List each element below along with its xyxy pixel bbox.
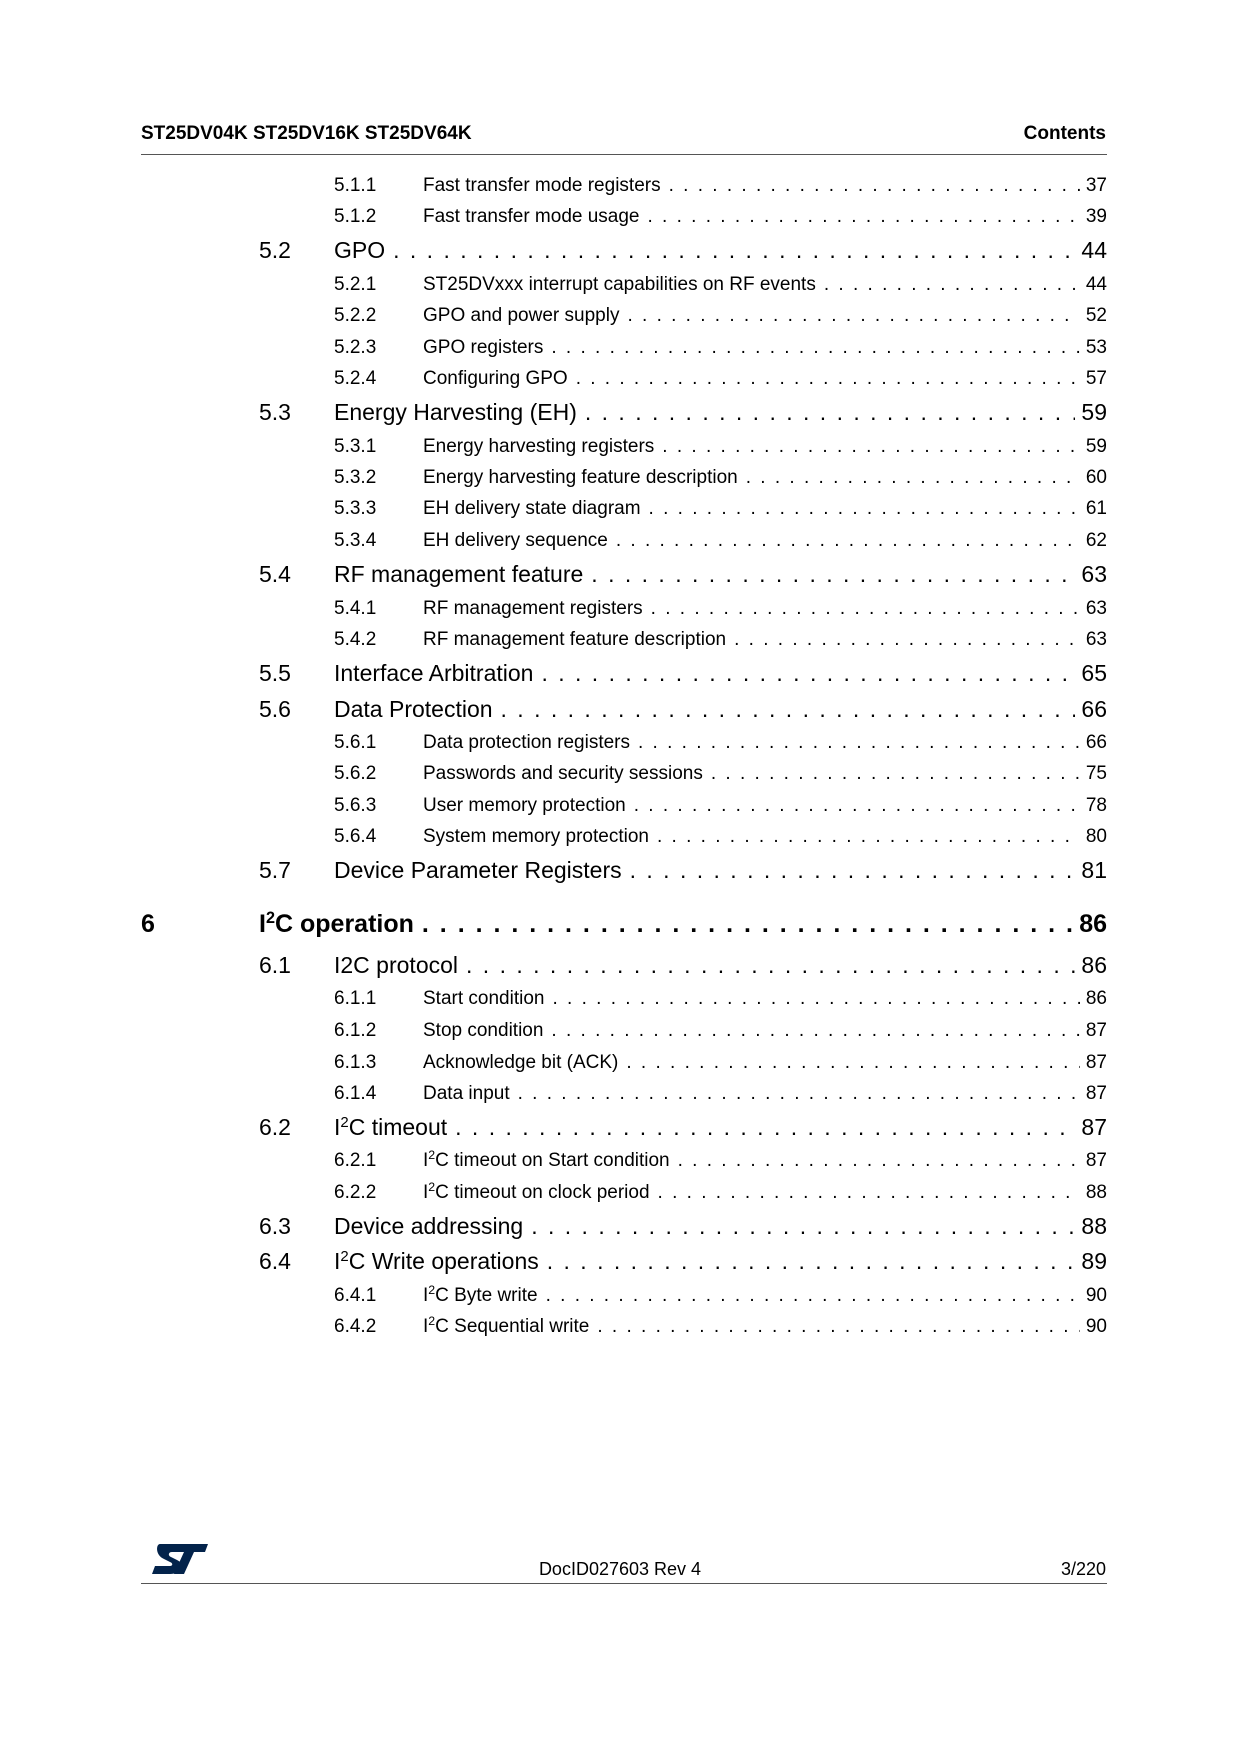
toc-entry-page: 63 bbox=[1085, 598, 1107, 619]
toc-entry-5-2-4[interactable] bbox=[0, 368, 1107, 392]
toc-entry-6-1[interactable] bbox=[0, 952, 1107, 980]
toc-entry-6-1-4[interactable] bbox=[0, 1083, 1107, 1107]
toc-entry-title: ST25DVxxx interrupt capabilities on RF events bbox=[423, 274, 816, 295]
dot-leader bbox=[541, 660, 1075, 687]
dot-leader bbox=[711, 763, 1080, 785]
toc-entry-title bbox=[423, 1285, 546, 1307]
toc-entry-page: 44 bbox=[1081, 237, 1107, 263]
toc-entry-5-3[interactable] bbox=[0, 399, 1107, 427]
toc-entry-number: 5.6 bbox=[259, 696, 291, 722]
toc-entry-number: 5.6.2 bbox=[334, 763, 377, 784]
toc-entry-page: 87 bbox=[1085, 1052, 1107, 1073]
dot-leader bbox=[662, 436, 1080, 458]
dot-leader bbox=[466, 952, 1075, 979]
toc-entry-title: EH delivery state diagram bbox=[423, 498, 641, 519]
dot-leader bbox=[630, 857, 1076, 884]
dot-leader bbox=[547, 1248, 1076, 1275]
footer-doc-id: DocID027603 Rev 4 bbox=[538, 1559, 702, 1579]
toc-entry-5-1-1[interactable] bbox=[0, 175, 1107, 199]
toc-entry-number: 5.3.4 bbox=[334, 530, 377, 551]
toc-entry-5-4-1[interactable] bbox=[0, 598, 1107, 622]
toc-entry-number: 5.2.2 bbox=[334, 305, 377, 326]
toc-entry-5-2-1[interactable] bbox=[0, 274, 1107, 298]
toc-title-prefix: I bbox=[259, 910, 266, 938]
toc-entry-5-2[interactable] bbox=[0, 237, 1107, 265]
toc-entry-title: RF management registers bbox=[423, 598, 643, 619]
toc-entry-title: GPO and power supply bbox=[423, 305, 620, 326]
dot-leader bbox=[531, 1213, 1075, 1240]
toc-entry-page: 66 bbox=[1081, 696, 1107, 722]
dot-leader bbox=[576, 368, 1080, 390]
dot-leader bbox=[824, 274, 1080, 296]
toc-entry-title: Device addressing bbox=[334, 1213, 524, 1239]
toc-entry-number: 5.4 bbox=[259, 561, 291, 587]
toc-entry-5-4[interactable] bbox=[0, 561, 1107, 589]
toc-entry-number: 5.6.1 bbox=[334, 732, 377, 753]
toc-title-suffix: C Sequential write bbox=[435, 1316, 590, 1337]
toc-entry-6[interactable] bbox=[0, 910, 1107, 942]
toc-entry-number: 6.4.1 bbox=[334, 1285, 377, 1306]
toc-entry-number: 6.1.4 bbox=[334, 1083, 377, 1104]
dot-leader bbox=[657, 826, 1080, 848]
dot-leader bbox=[455, 1114, 1075, 1141]
toc-entry-title: Data input bbox=[423, 1083, 510, 1104]
toc-entry-page: 60 bbox=[1085, 467, 1107, 488]
toc-entry-title: Energy harvesting registers bbox=[423, 436, 655, 457]
toc-entry-number: 5.1.2 bbox=[334, 206, 377, 227]
toc-entry-number: 6.4.2 bbox=[334, 1316, 377, 1337]
toc-entry-page: 53 bbox=[1085, 337, 1107, 358]
toc-entry-number: 6.1.3 bbox=[334, 1052, 377, 1073]
toc-entry-5-6-2[interactable] bbox=[0, 763, 1107, 787]
toc-entry-5-1-2[interactable] bbox=[0, 206, 1107, 230]
toc-entry-5-6-4[interactable] bbox=[0, 826, 1107, 850]
toc-entry-page: 86 bbox=[1079, 910, 1107, 938]
toc-entry-5-3-4[interactable] bbox=[0, 530, 1107, 554]
toc-entry-number: 5.7 bbox=[259, 857, 291, 883]
toc-entry-title: Device Parameter Registers bbox=[334, 857, 622, 883]
toc-entry-number: 5.2.4 bbox=[334, 368, 377, 389]
toc-entry-number: 6.2.2 bbox=[334, 1182, 377, 1203]
toc-title-suffix: C timeout on Start condition bbox=[435, 1150, 670, 1171]
toc-entry-number: 6.3 bbox=[259, 1213, 291, 1239]
toc-entry-6-1-3[interactable] bbox=[0, 1052, 1107, 1076]
toc-entry-title: RF management feature bbox=[334, 561, 584, 587]
toc-entry-title: Acknowledge bit (ACK) bbox=[423, 1052, 619, 1073]
toc-entry-5-3-2[interactable] bbox=[0, 467, 1107, 491]
dot-leader bbox=[422, 910, 1073, 939]
dot-leader bbox=[597, 1316, 1080, 1338]
toc-entry-6-4-1[interactable] bbox=[0, 1285, 1107, 1309]
toc-entry-page: 57 bbox=[1085, 368, 1107, 389]
toc-entry-6-1-2[interactable] bbox=[0, 1020, 1107, 1044]
toc-entry-number: 6.1.2 bbox=[334, 1020, 377, 1041]
toc-entry-5-4-2[interactable] bbox=[0, 629, 1107, 653]
toc-entry-6-2[interactable] bbox=[0, 1114, 1107, 1142]
toc-entry-number: 5.3.1 bbox=[334, 436, 377, 457]
toc-entry-title: Energy harvesting feature description bbox=[423, 467, 738, 488]
toc-title-superscript: 2 bbox=[428, 1148, 436, 1163]
dot-leader bbox=[658, 1182, 1080, 1204]
toc-entry-title bbox=[334, 1114, 455, 1141]
toc-entry-page: 63 bbox=[1081, 561, 1107, 587]
toc-entry-number: 5.3.3 bbox=[334, 498, 377, 519]
dot-leader bbox=[518, 1083, 1080, 1105]
dot-leader bbox=[648, 206, 1080, 228]
dot-leader bbox=[638, 732, 1080, 754]
toc-entry-title: Passwords and security sessions bbox=[423, 763, 703, 784]
dot-leader bbox=[626, 1052, 1079, 1074]
toc-entry-title: EH delivery sequence bbox=[423, 530, 608, 551]
dot-leader bbox=[734, 629, 1080, 651]
toc-entry-page: 89 bbox=[1081, 1248, 1107, 1274]
toc-title-prefix: I bbox=[334, 1114, 341, 1140]
dot-leader bbox=[393, 237, 1075, 264]
header-section-title: Contents bbox=[1023, 123, 1106, 144]
toc-entry-title: RF management feature description bbox=[423, 629, 727, 650]
dot-leader bbox=[634, 795, 1080, 817]
toc-entry-page: 37 bbox=[1085, 175, 1107, 196]
toc-entry-title bbox=[259, 910, 422, 939]
toc-title-superscript: 2 bbox=[265, 909, 275, 928]
toc-entry-page: 87 bbox=[1085, 1020, 1107, 1041]
toc-entry-title: Start condition bbox=[423, 988, 545, 1009]
dot-leader bbox=[551, 337, 1079, 359]
toc-title-suffix: C Byte write bbox=[435, 1285, 538, 1306]
toc-entry-number: 5.5 bbox=[259, 660, 291, 686]
dot-leader bbox=[627, 305, 1079, 327]
toc-entry-number: 6.1.1 bbox=[334, 988, 377, 1009]
toc-entry-number: 5.2.1 bbox=[334, 274, 377, 295]
toc-entry-number: 6 bbox=[141, 910, 155, 938]
toc-entry-number: 6.1 bbox=[259, 952, 291, 978]
toc-title-superscript: 2 bbox=[428, 1283, 436, 1298]
dot-leader bbox=[591, 561, 1075, 588]
dot-leader bbox=[501, 696, 1076, 723]
toc-entry-number: 5.2 bbox=[259, 237, 291, 263]
toc-entry-5-6-3[interactable] bbox=[0, 795, 1107, 819]
toc-title-superscript: 2 bbox=[340, 1113, 349, 1131]
toc-entry-number: 5.3.2 bbox=[334, 467, 377, 488]
toc-entry-5-3-3[interactable] bbox=[0, 498, 1107, 522]
toc-entry-5-6[interactable] bbox=[0, 696, 1107, 724]
toc-entry-page: 88 bbox=[1081, 1213, 1107, 1239]
footer-page-number: 3/220 bbox=[1060, 1559, 1106, 1579]
toc-entry-title bbox=[423, 1182, 658, 1204]
dot-leader bbox=[746, 467, 1080, 489]
toc-entry-number: 5.1.1 bbox=[334, 175, 377, 196]
toc-entry-page: 86 bbox=[1081, 952, 1107, 978]
toc-entry-title: GPO bbox=[334, 237, 386, 263]
toc-title-superscript: 2 bbox=[428, 1314, 436, 1329]
toc-entry-5-2-2[interactable] bbox=[0, 305, 1107, 329]
toc-entry-number: 5.6.3 bbox=[334, 795, 377, 816]
dot-leader bbox=[551, 1020, 1079, 1042]
toc-title-suffix: C timeout on clock period bbox=[435, 1182, 650, 1203]
toc-entry-page: 88 bbox=[1085, 1182, 1107, 1203]
toc-entry-page: 87 bbox=[1085, 1083, 1107, 1104]
toc-entry-page: 87 bbox=[1081, 1114, 1107, 1140]
toc-entry-page: 90 bbox=[1085, 1316, 1107, 1337]
toc-entry-title bbox=[334, 1248, 547, 1275]
toc-title-prefix: I bbox=[423, 1150, 429, 1171]
toc-entry-title: Fast transfer mode usage bbox=[423, 206, 640, 227]
toc-entry-title: System memory protection bbox=[423, 826, 649, 847]
toc-title-prefix: I bbox=[334, 1248, 341, 1274]
toc-title-suffix: C timeout bbox=[348, 1114, 448, 1140]
toc-entry-page: 87 bbox=[1085, 1150, 1107, 1171]
toc-entry-page: 81 bbox=[1081, 857, 1107, 883]
toc-entry-page: 80 bbox=[1085, 826, 1107, 847]
toc-entry-page: 39 bbox=[1085, 206, 1107, 227]
toc-entry-number: 6.4 bbox=[259, 1248, 291, 1274]
header-divider bbox=[141, 154, 1107, 155]
toc-entry-page: 44 bbox=[1085, 274, 1107, 295]
toc-entry-number: 5.4.2 bbox=[334, 629, 377, 650]
toc-entry-5-7[interactable] bbox=[0, 857, 1107, 885]
toc-entry-number: 6.2.1 bbox=[334, 1150, 377, 1171]
dot-leader bbox=[669, 175, 1080, 197]
footer-divider bbox=[141, 1583, 1107, 1584]
toc-entry-title: I2C protocol bbox=[334, 952, 459, 978]
toc-entry-number: 5.6.4 bbox=[334, 826, 377, 847]
toc-entry-5-3-1[interactable] bbox=[0, 436, 1107, 460]
toc-entry-number: 5.3 bbox=[259, 399, 291, 425]
toc-entry-page: 59 bbox=[1085, 436, 1107, 457]
toc-entry-page: 75 bbox=[1085, 763, 1107, 784]
dot-leader bbox=[678, 1150, 1080, 1172]
dot-leader bbox=[616, 530, 1080, 552]
toc-title-superscript: 2 bbox=[428, 1180, 436, 1195]
toc-entry-page: 61 bbox=[1085, 498, 1107, 519]
toc-entry-title: Interface Arbitration bbox=[334, 660, 534, 686]
toc-title-prefix: I bbox=[423, 1316, 429, 1337]
toc-entry-page: 63 bbox=[1085, 629, 1107, 650]
dot-leader bbox=[649, 498, 1080, 520]
toc-entry-6-2-1[interactable] bbox=[0, 1150, 1107, 1174]
toc-title-prefix: I bbox=[423, 1285, 429, 1306]
toc-entry-page: 65 bbox=[1081, 660, 1107, 686]
toc-entry-number: 6.2 bbox=[259, 1114, 291, 1140]
toc-entry-6-4-2[interactable] bbox=[0, 1316, 1107, 1340]
toc-entry-6-3[interactable] bbox=[0, 1213, 1107, 1241]
toc-entry-page: 66 bbox=[1085, 732, 1107, 753]
toc-entry-title: Data Protection bbox=[334, 696, 493, 722]
toc-entry-title bbox=[423, 1316, 597, 1338]
toc-title-suffix: C operation bbox=[275, 910, 414, 938]
toc-title-superscript: 2 bbox=[340, 1247, 349, 1265]
toc-entry-title bbox=[423, 1150, 678, 1172]
toc-entry-page: 52 bbox=[1085, 305, 1107, 326]
toc-entry-title: GPO registers bbox=[423, 337, 544, 358]
toc-entry-5-2-3[interactable] bbox=[0, 337, 1107, 361]
toc-entry-6-4[interactable] bbox=[0, 1248, 1107, 1276]
dot-leader bbox=[651, 598, 1080, 620]
dot-leader bbox=[585, 399, 1076, 426]
toc-entry-title: Fast transfer mode registers bbox=[423, 175, 661, 196]
toc-entry-number: 5.4.1 bbox=[334, 598, 377, 619]
toc-entry-title: User memory protection bbox=[423, 795, 626, 816]
toc-entry-page: 59 bbox=[1081, 399, 1107, 425]
toc-entry-page: 86 bbox=[1085, 988, 1107, 1009]
toc-entry-title: Configuring GPO bbox=[423, 368, 568, 389]
toc-entry-title: Energy Harvesting (EH) bbox=[334, 399, 577, 425]
toc-entry-page: 90 bbox=[1085, 1285, 1107, 1306]
header-product-names: ST25DV04K ST25DV16K ST25DV64K bbox=[141, 123, 472, 144]
dot-leader bbox=[546, 1285, 1080, 1307]
toc-entry-6-1-1[interactable] bbox=[0, 988, 1107, 1012]
toc-entry-5-6-1[interactable] bbox=[0, 732, 1107, 756]
toc-entry-title: Stop condition bbox=[423, 1020, 544, 1041]
toc-entry-number: 5.2.3 bbox=[334, 337, 377, 358]
toc-entry-5-5[interactable] bbox=[0, 660, 1107, 688]
toc-entry-6-2-2[interactable] bbox=[0, 1182, 1107, 1206]
toc-entry-page: 62 bbox=[1085, 530, 1107, 551]
dot-leader bbox=[552, 988, 1079, 1010]
toc-entry-title: Data protection registers bbox=[423, 732, 630, 753]
toc-entry-page: 78 bbox=[1085, 795, 1107, 816]
toc-title-suffix: C Write operations bbox=[348, 1248, 539, 1274]
toc-title-prefix: I bbox=[423, 1182, 429, 1203]
